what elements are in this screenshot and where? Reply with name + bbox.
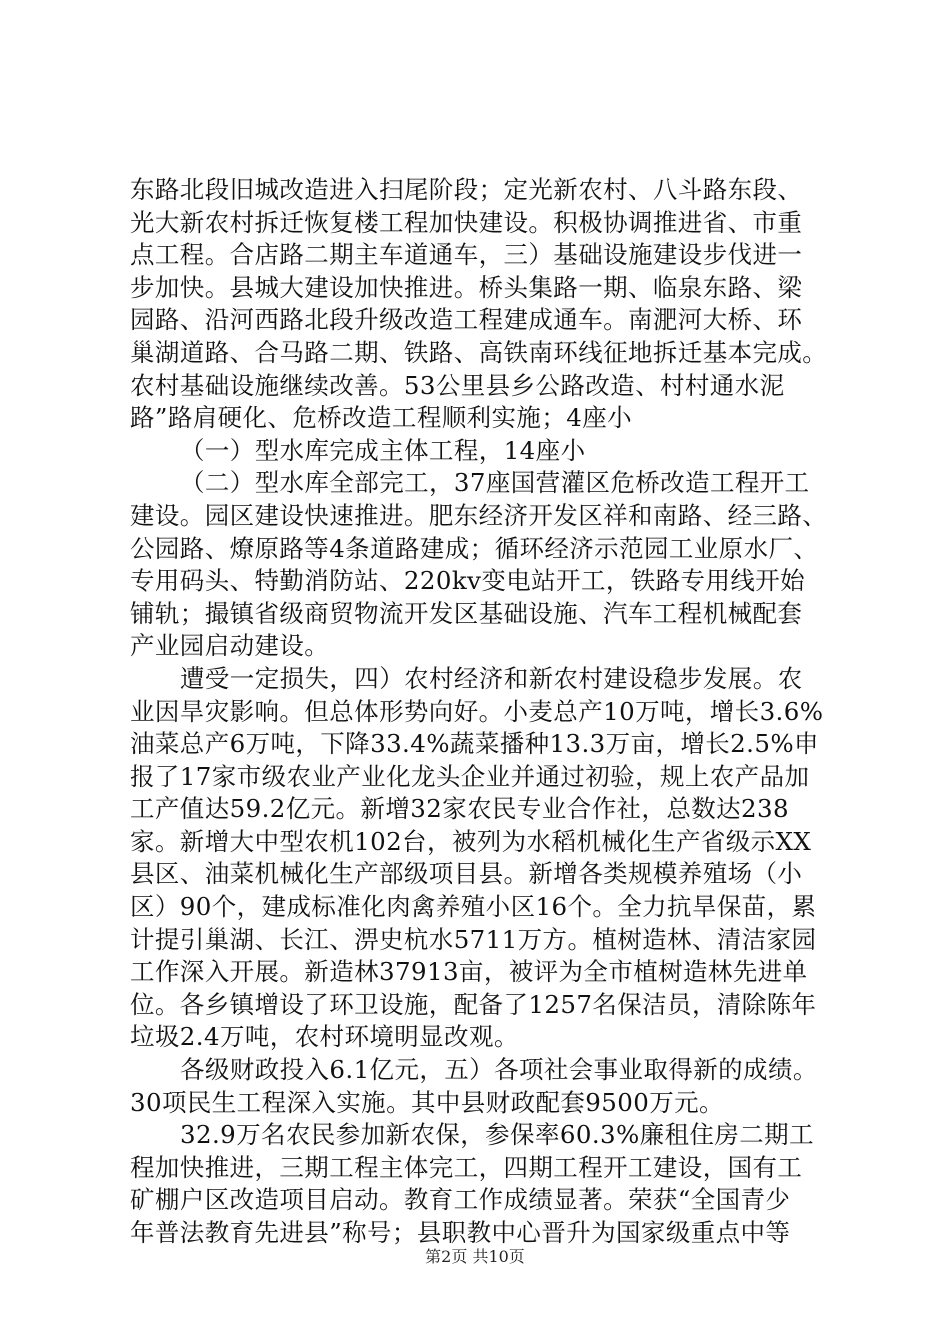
page-number-footer: 第2页 共10页 [425, 1247, 525, 1266]
paragraph-6: 32.9万名农民参加新农保，参保率60.3%廉租住房二期工 程加快推进，三期工程主体完工，四期工程开工建设，国有工 矿棚户区改造项目启动。教育工作成绩显著。荣获“全国青少 年普法教育先进县”称号；县职教中心晋升为国家级重点中等 [130, 1120, 814, 1247]
paragraph-2: （一）型水库完成主体工程，14座小 [180, 435, 586, 465]
paragraph-3: （二）型水库全部完工，37座国营灌区危桥改造工程开工 建设。园区建设快速推进。肥东经济开发区祥和南路、经三路、 公园路、燎原路等4条道路建成；循环经济示范园工业原水厂、 专用码头、特勤消防站、220kv变电站开工，铁路专用线开始 铺轨；撮镇省级商贸物流开发区基础设施、汽车工程机械配套 产业园启动建设。 [130, 468, 828, 661]
paragraph-5: 各级财政投入6.1亿元，五）各项社会事业取得新的成绩。 30项民生工程深入实施。其中县财政配套9500万元。 [130, 1055, 818, 1117]
paragraph-4: 遭受一定损失，四）农村经济和新农村建设稳步发展。农 业因旱灾影响。但总体形势向好。小麦总产10万吨，增长3.6% 油菜总产6万吨，下降33.4%蔬菜播种13.3万亩，增长2.5%申 报了17家市级农业产业化龙头企业并通过初验，规上农产品加 工产值达59.2亿元。新增32家农民专业合作社，总数达238 家。新增大中型农机102台，被列为水稻机械化生产省级示XX 县区、油菜机械化生产部级项目县。新增各类规模养殖场（小 区）90个，建成标准化肉禽养殖小区16个。全力抗旱保苗，累 计提引巢湖、长江、淠史杭水5711万方。植树造林、清洁家园 工作深入开展。新造林37913亩，被评为全市植树造林先进单 位。各乡镇增设了环卫设施，配备了1257名保洁员，清除陈年 垃圾2.4万吨，农村环境明显改观。 [130, 663, 824, 1052]
paragraph-1: 东路北段旧城改造进入扫尾阶段；定光新农村、八斗路东段、 光大新农村拆迁恢复楼工程加快建设。积极协调推进省、市重 点工程。合店路二期主车道通车，三）基础设施建设步伐进一 步加快。县城大建设加快推进。桥头集路一期、临泉东路、梁 园路、沿河西路北段升级改造工程建成通车。南淝河大桥、环 巢湖道路、合马路二期、铁路、高铁南环线征地拆迁基本完成。 农村基础设施继续改善。53公里县乡公路改造、村村通水泥 路”路肩硬化、危桥改造工程顺利实施；4座小 [130, 175, 828, 433]
document-body [130, 174, 842, 1250]
